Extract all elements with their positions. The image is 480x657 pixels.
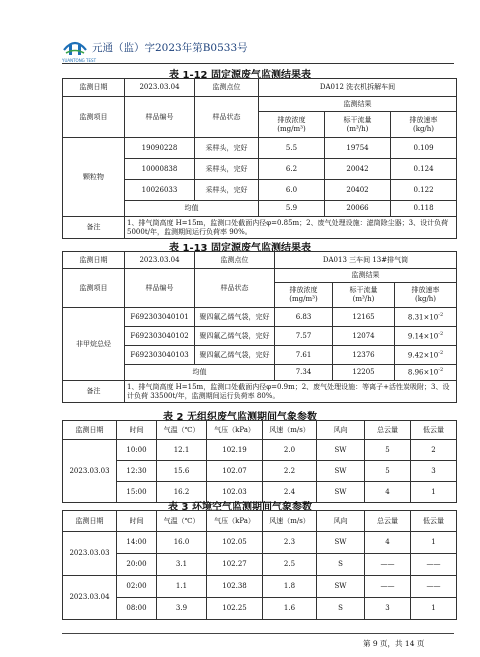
flow-average: 20066 [325, 201, 391, 217]
conc-value: 5.5 [259, 138, 325, 159]
wind-dir-cell: S [317, 598, 365, 620]
time-cell: 20:00 [117, 554, 157, 576]
column-header: 气温（℃） [157, 511, 207, 532]
rate-average: 0.118 [391, 201, 457, 217]
pressure-cell: 102.19 [207, 440, 263, 461]
column-header: 监测日期 [63, 511, 117, 532]
conc-average: 7.34 [275, 365, 333, 381]
rate-value: 0.124 [391, 159, 457, 180]
flow-value: 20042 [325, 159, 391, 180]
column-header: 总云量 [365, 511, 411, 532]
time-cell: 14:00 [117, 532, 157, 554]
conc-header: 排放浓度 (mg/m³) [275, 283, 333, 308]
logo-subtitle: YUANTONG TEST [62, 58, 97, 63]
low-cloud-cell: 3 [411, 461, 457, 482]
temp-cell: 3.1 [157, 554, 207, 576]
point-value: DA012 洗衣机拆解车间 [259, 79, 457, 97]
table-row [63, 576, 457, 598]
date-cell: 2023.03.03 [63, 440, 117, 503]
table4 [62, 510, 457, 620]
conc-value: 6.0 [259, 180, 325, 201]
time-cell: 15:00 [117, 482, 157, 503]
item-name: 非甲烷总烃 [63, 308, 125, 381]
sample-state: 采样头，完好 [195, 159, 259, 180]
sample-state: 聚四氟乙烯气袋，完好 [195, 327, 275, 346]
pressure-cell: 102.25 [207, 598, 263, 620]
item-name: 颗粒物 [63, 138, 125, 217]
date-cell: 2023.03.03 [63, 532, 117, 576]
sample-state-header: 样品状态 [195, 97, 259, 138]
wind-speed-cell: 2.2 [263, 461, 317, 482]
pressure-cell: 102.38 [207, 576, 263, 598]
date-value: 2023.03.04 [125, 79, 195, 97]
column-header: 风速（m/s） [263, 421, 317, 440]
table3 [62, 420, 457, 503]
rate-value: $9.14\times 10^{-2}$ [395, 327, 457, 346]
table-row [63, 138, 457, 159]
page-header [62, 36, 442, 62]
sample-state: 采样头，完好 [195, 138, 259, 159]
table2 [62, 251, 457, 403]
conc-header: 排放浓度 (mg/m³) [259, 112, 325, 138]
temp-cell: 15.6 [157, 461, 207, 482]
average-label: 均值 [125, 201, 259, 217]
rate-average: $8.96\times 10^{-2}$ [395, 365, 457, 381]
wind-dir-cell: SW [317, 461, 365, 482]
time-cell: 10:00 [117, 440, 157, 461]
wind-speed-cell: 2.4 [263, 482, 317, 503]
total-cloud-cell: 5 [365, 461, 411, 482]
total-cloud-cell: 4 [365, 532, 411, 554]
conc-value: 6.83 [275, 308, 333, 327]
column-header: 气压（kPa） [207, 421, 263, 440]
table3-title: 表 2 无组织废气监测期间气象参数 [163, 412, 317, 423]
rate-value: 0.122 [391, 180, 457, 201]
flow-header: 标干流量 (m³/h) [325, 112, 391, 138]
column-header: 低云量 [411, 421, 457, 440]
table-row [63, 440, 457, 461]
note-text: 1、排气筒高度 H=15m，监测口处截面内径φ=0.9m；2、废气处理设施：等离子+活性炭吸附；3、设计负荷 33500t/年，监测期间运行负荷率 80%。 [125, 381, 457, 403]
sample-no: F692303040102 [125, 327, 195, 346]
total-cloud-cell: 4 [365, 482, 411, 503]
wind-dir-cell: SW [317, 532, 365, 554]
table-row [63, 308, 457, 327]
sample-state-header: 样品状态 [195, 269, 275, 308]
column-header: 风向 [317, 421, 365, 440]
sample-no: 10026033 [125, 180, 195, 201]
date-label: 监测日期 [63, 252, 125, 269]
note-text: 1、排气筒高度 H=15m，监测口处截面内径φ=0.85m；2、废气处理设施：滤筒除尘器；3、设计负荷 5000t/年，监测期间运行负荷率 90%。 [125, 217, 457, 239]
table1 [62, 78, 457, 239]
footer-divider [62, 633, 454, 634]
sample-no: 19090228 [125, 138, 195, 159]
temp-cell: 12.1 [157, 440, 207, 461]
pressure-cell: 102.07 [207, 461, 263, 482]
rate-header: 排放速率 (kg/h) [391, 112, 457, 138]
wind-dir-cell: SW [317, 576, 365, 598]
average-label: 均值 [125, 365, 275, 381]
column-header: 风速（m/s） [263, 511, 317, 532]
total-cloud-cell: 3 [365, 598, 411, 620]
conc-average: 5.9 [259, 201, 325, 217]
table2-title: 表 1-13 固定源废气监测结果表 [169, 243, 311, 254]
table-row [63, 554, 457, 576]
column-header: 时间 [117, 421, 157, 440]
sample-no-header: 样品编号 [125, 269, 195, 308]
document-number: 元通（监）字2023年第B0533号 [92, 42, 248, 54]
time-cell: 08:00 [117, 598, 157, 620]
wind-speed-cell: 2.0 [263, 440, 317, 461]
sample-state: 聚四氟乙烯气袋，完好 [195, 308, 275, 327]
conc-value: 7.61 [275, 346, 333, 365]
low-cloud-cell: 1 [411, 482, 457, 503]
sample-no: 10000838 [125, 159, 195, 180]
table1-title: 表 1-12 固定源废气监测结果表 [169, 70, 311, 81]
sample-no-header: 样品编号 [125, 97, 195, 138]
item-header: 监测项目 [63, 97, 125, 138]
sample-no: F692303040101 [125, 308, 195, 327]
flow-value: 12074 [333, 327, 395, 346]
total-cloud-cell: 5 [365, 440, 411, 461]
sample-state: 采样头，完好 [195, 180, 259, 201]
result-header: 监测结果 [259, 97, 457, 112]
date-value: 2023.03.04 [125, 252, 195, 269]
page-number: 第 9 页，共 14 页 [363, 639, 425, 648]
item-header: 监测项目 [63, 269, 125, 308]
temp-cell: 16.0 [157, 532, 207, 554]
wind-speed-cell: 2.5 [263, 554, 317, 576]
flow-value: 12165 [333, 308, 395, 327]
flow-value: 20402 [325, 180, 391, 201]
table-header-row [63, 511, 457, 532]
column-header: 总云量 [365, 421, 411, 440]
wind-speed-cell: 2.3 [263, 532, 317, 554]
point-label: 监测点位 [195, 79, 259, 97]
point-label: 监测点位 [195, 252, 275, 269]
flow-header: 标干流量 (m³/h) [333, 283, 395, 308]
table-row [63, 532, 457, 554]
pressure-cell: 102.27 [207, 554, 263, 576]
conc-value: 6.2 [259, 159, 325, 180]
low-cloud-cell: —— [411, 576, 457, 598]
flow-average: 12205 [333, 365, 395, 381]
wind-dir-cell: SW [317, 482, 365, 503]
table-row [63, 598, 457, 620]
header-divider [62, 63, 454, 64]
temp-cell: 16.2 [157, 482, 207, 503]
column-header: 监测日期 [63, 421, 117, 440]
pressure-cell: 102.05 [207, 532, 263, 554]
total-cloud-cell: —— [365, 554, 411, 576]
column-header: 风向 [317, 511, 365, 532]
column-header: 低云量 [411, 511, 457, 532]
column-header: 时间 [117, 511, 157, 532]
date-label: 监测日期 [63, 79, 125, 97]
sample-no: F692303040103 [125, 346, 195, 365]
table-header-row [63, 421, 457, 440]
rate-header: 排放速率 (kg/h) [395, 283, 457, 308]
low-cloud-cell: 1 [411, 598, 457, 620]
conc-value: 7.57 [275, 327, 333, 346]
note-label: 备注 [63, 217, 125, 239]
low-cloud-cell: 2 [411, 440, 457, 461]
note-label: 备注 [63, 381, 125, 403]
rate-value: $8.31\times 10^{-2}$ [395, 308, 457, 327]
point-value: DA013 三车间 13#排气筒 [275, 252, 457, 269]
temp-cell: 1.1 [157, 576, 207, 598]
time-cell: 02:00 [117, 576, 157, 598]
low-cloud-cell: 1 [411, 532, 457, 554]
result-header: 监测结果 [275, 269, 457, 283]
low-cloud-cell: —— [411, 554, 457, 576]
pressure-cell: 102.03 [207, 482, 263, 503]
rate-value: 0.109 [391, 138, 457, 159]
wind-dir-cell: SW [317, 440, 365, 461]
table-row [63, 461, 457, 482]
rate-value: $9.42\times 10^{-2}$ [395, 346, 457, 365]
wind-speed-cell: 1.8 [263, 576, 317, 598]
column-header: 气温（℃） [157, 421, 207, 440]
company-logo [62, 36, 88, 58]
wind-dir-cell: S [317, 554, 365, 576]
wind-speed-cell: 1.6 [263, 598, 317, 620]
temp-cell: 3.9 [157, 598, 207, 620]
date-cell: 2023.03.04 [63, 576, 117, 620]
column-header: 气压（kPa） [207, 511, 263, 532]
time-cell: 12:30 [117, 461, 157, 482]
flow-value: 12376 [333, 346, 395, 365]
flow-value: 19754 [325, 138, 391, 159]
total-cloud-cell: —— [365, 576, 411, 598]
table4-title: 表 3 环境空气监测期间气象参数 [168, 502, 312, 513]
sample-state: 聚四氟乙烯气袋，完好 [195, 346, 275, 365]
